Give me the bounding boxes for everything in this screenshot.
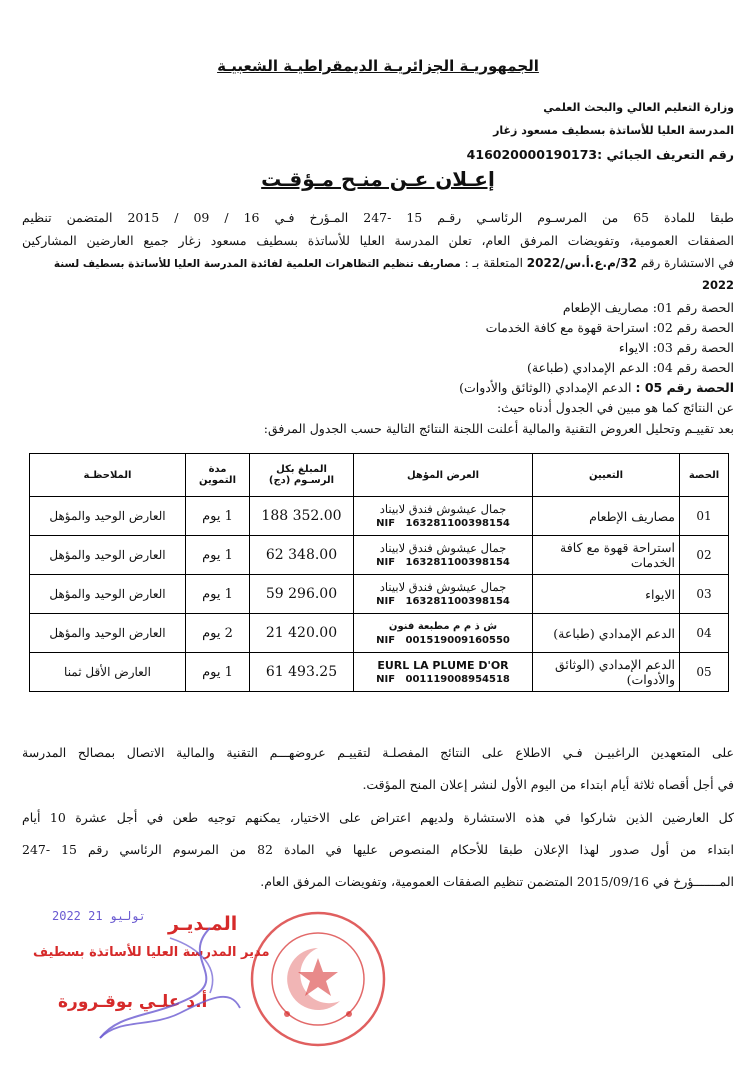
signature-scribble-icon (60, 918, 250, 1048)
cell-designation: الدعم الإمدادي (طباعة) (533, 614, 680, 653)
director-title: المـديـر (168, 913, 238, 935)
republic-header: الجمهوريـة الجزائريـة الديمقراطيـة الشعبيـة (217, 57, 539, 75)
col-duration: مدة التموين (186, 454, 250, 497)
cell-lot: 01 (680, 497, 729, 536)
director-name: أ.د علـي بوقـرورة (58, 992, 208, 1012)
cell-remark: العارض الوحيد والمؤهل (30, 575, 186, 614)
closing-p1-line-1: على المتعهدين الراغبيـن فـي الاطلاع على النتائج المفصلـة لتقييـم عروضهـــم التقنية والمالية الاتصال بمصالح المدرسة (22, 745, 734, 760)
col-amount: المبلغ بكل الرسـوم (دج) (250, 454, 354, 497)
cell-offer: ش ذ م م مطبعة فنون NIF 001519009160550 (354, 614, 533, 653)
cell-remark: العارض الوحيد والمؤهل (30, 497, 186, 536)
cell-designation: الايواء (533, 575, 680, 614)
closing-p2-line-1: كل العارضين الذين شاركوا في هذه الاستشارة ولديهم اعتراض على الاختيار، يمكنهم توجيه طعن في أجل عشرة 10 أيام (22, 810, 734, 825)
closing-p2-line-2: ابتداء من أول صدور لهذا الإعلان طبقا للأحكام المنصوص عليها في المادة 82 من المرسوم الرئاسي رقم 15 -247 (22, 842, 734, 857)
col-designation: التعيين (533, 454, 680, 497)
closing-p2-line-3: المـــــــؤرخ في 2015/09/16 المتضمن تنظيم الصفقات العمومية، وتفويضات المرفق العام. (260, 874, 734, 889)
tax-id: رقم التعريف الجبائي :416020000190173 (466, 147, 734, 162)
cell-designation: استراحة قهوة مع كافة الخدمات (533, 536, 680, 575)
intro-line-2: الصفقات العمومية، وتفويضات المرفق العام، تعلن المدرسة العليا للأساتذة بسطيف مسعود زغار جميع العارضين المشاركين (22, 233, 734, 248)
cell-lot: 05 (680, 653, 729, 692)
col-remark: الملاحظـة (30, 454, 186, 497)
cell-designation: الدعم الإمدادي (الوثائق والأدوات) (533, 653, 680, 692)
table-row (30, 575, 729, 614)
table-row (30, 614, 729, 653)
closing-p1-line-2: في أجل أقصاه ثلاثة أيام ابتداء من اليوم الأول لنشر إعلان المنح المؤقت. (362, 777, 734, 792)
cell-designation: مصاريف الإطعام (533, 497, 680, 536)
official-seal-icon (247, 908, 389, 1050)
cell-remark: العارض الوحيد والمؤهل (30, 536, 186, 575)
intro-line-1: طبقا للمادة 65 من المرسـوم الرئاسـي رقـم 15 -247 المـؤرخ فـي 16 / 09 / 2015 المتضمن تنظيم (22, 210, 734, 225)
col-lot: الحصة (680, 454, 729, 497)
cell-amount: 61 493.25 (250, 653, 354, 692)
cell-lot: 02 (680, 536, 729, 575)
date-stamp: 2022 توليو 21 (52, 909, 146, 923)
intro-line-3: في الاستشارة رقم 32/م.ع.أ.س/2022 المتعلقة بـ : مصاريف تنظيم التظاهرات العلمية لفائدة المدرسة العليا للأساتذة بسطيف لسنة (53, 256, 734, 270)
director-role: مدير المدرسة العليا للأساتذة بسطيف (33, 945, 270, 960)
cell-duration: 2 يوم (186, 614, 250, 653)
cell-duration: 1 يوم (186, 575, 250, 614)
announcement-title: إعـلان عـن منـح مـؤقـت (261, 167, 495, 191)
col-offer: العرض المؤهل (354, 454, 533, 497)
lot-item: الحصة رقم 04: الدعم الإمدادي (طباعة) (527, 360, 734, 375)
cell-amount: 59 296.00 (250, 575, 354, 614)
cell-amount: 21 420.00 (250, 614, 354, 653)
evaluation-line: بعد تقييـم وتحليل العروض التقنية والمالية أعلنت اللجنة النتائج التالية حسب الجدول المرفق: (263, 421, 734, 436)
cell-offer: جمال عيشوش فندق لابيناد NIF 163281100398154 (354, 575, 533, 614)
lot-item: الحصة رقم 01: مصاريف الإطعام (562, 300, 734, 315)
table-row (30, 497, 729, 536)
ministry-name: وزارة التعليم العالي والبحث العلمي (543, 101, 734, 114)
intro-year: 2022 (701, 278, 734, 292)
results-line: عن النتائج كما هو مبين في الجدول أدناه حيث: (496, 400, 734, 415)
cell-offer: جمال عيشوش فندق لابيناد NIF 163281100398154 (354, 536, 533, 575)
cell-lot: 03 (680, 575, 729, 614)
cell-lot: 04 (680, 614, 729, 653)
cell-offer: EURL LA PLUME D'OR NIF 001119008954518 (354, 653, 533, 692)
lot-item: الحصة رقم 03: الايواء (618, 340, 734, 355)
table-header-row (30, 454, 729, 497)
cell-duration: 1 يوم (186, 497, 250, 536)
cell-amount: 188 352.00 (250, 497, 354, 536)
cell-duration: 1 يوم (186, 653, 250, 692)
lot-item-5: الحصة رقم 05 : الدعم الإمدادي (الوثائق والأدوات) (459, 380, 734, 395)
table-row (30, 653, 729, 692)
cell-amount: 62 348.00 (250, 536, 354, 575)
cell-duration: 1 يوم (186, 536, 250, 575)
lot-item: الحصة رقم 02: استراحة قهوة مع كافة الخدمات (485, 320, 734, 335)
school-name: المدرسة العليا للأساتذة بسطيف مسعود زغار (493, 124, 734, 137)
cell-offer: جمال عيشوش فندق لابيناد NIF 163281100398154 (354, 497, 533, 536)
table-row (30, 536, 729, 575)
results-table (29, 453, 729, 692)
cell-remark: العارض الأقل ثمنا (30, 653, 186, 692)
cell-remark: العارض الوحيد والمؤهل (30, 614, 186, 653)
